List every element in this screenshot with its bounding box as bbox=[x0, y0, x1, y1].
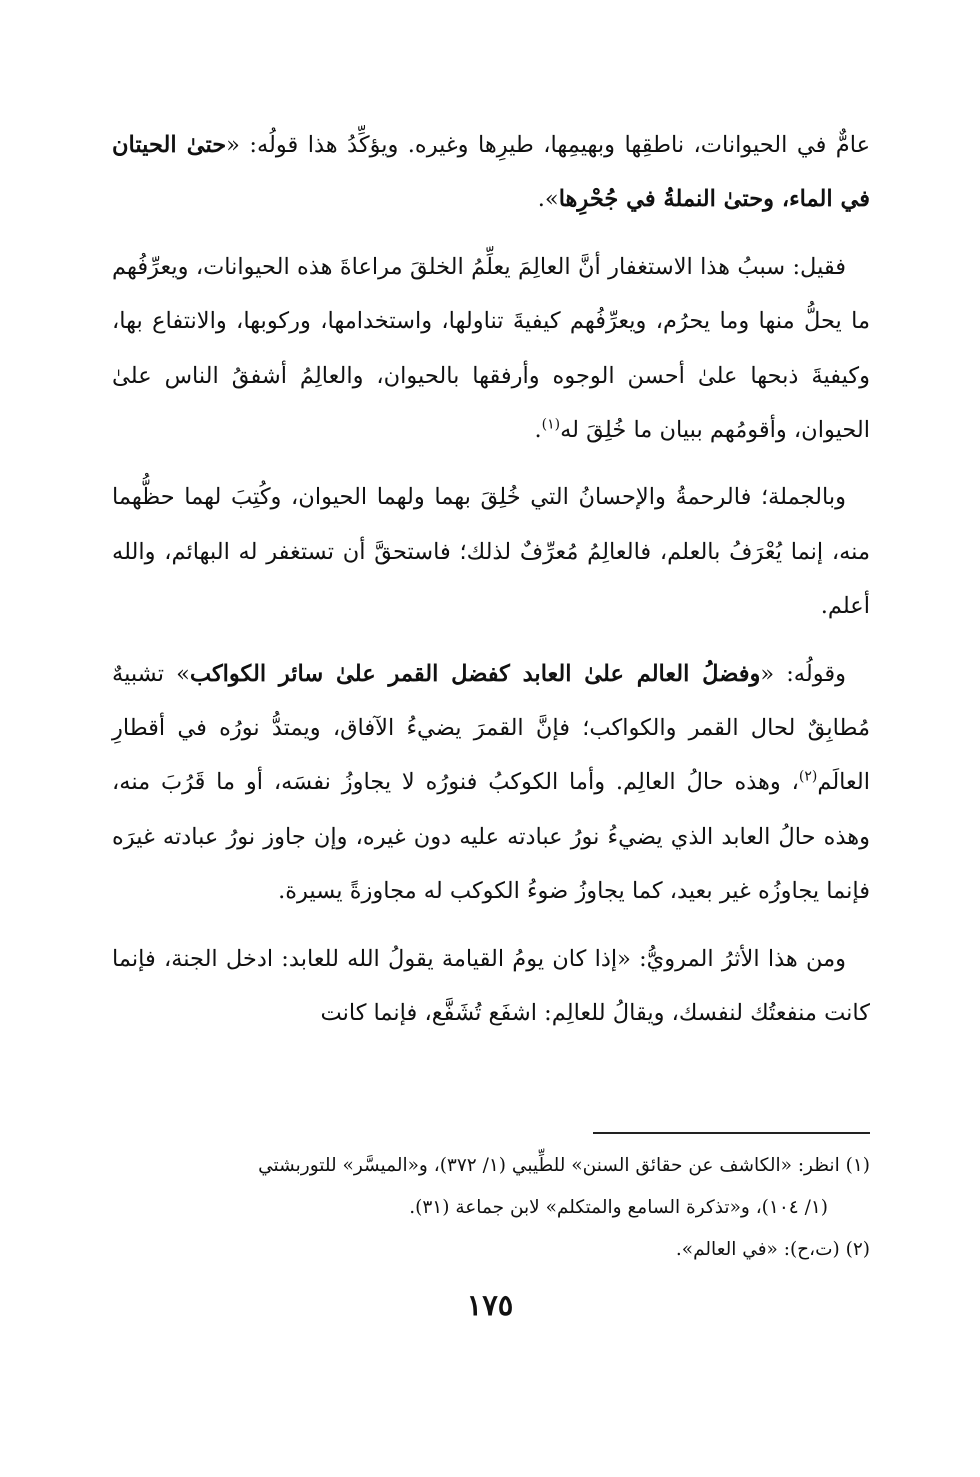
paragraph-4: وقولُه: «وفضلُ العالم علىٰ العابد كفضل القمر علىٰ سائر الكواكب» تشبيهٌ مُطابِقٌ لحال القمر والكواكب؛ فإنَّ القمرَ يضيءُ الآفاق، ويمتدُّ نورُه في أقطارِ العالَم$^{(٢)}$، وهذه حالُ العالِم. وأما الكوكبُ فنورُه لا يجاوزُ نفسَه، أو ما قَرُبَ منه، وهذه حالُ العابد الذي يضيءُ نورُ عبادته عليه دون غيره، وإن جاوز نورُ عبادته غيرَه فإنما يجاوزُه غير بعيد، كما يجاوزُ ضوءُ الكوكب له مجاوزةً يسيرة. bbox=[112, 660, 870, 905]
paragraph-1-text: عامٌّ في الحيوانات، ناطقِها وبهيمِها، طيرِها وغيره. ويؤكِّدُ هذا قولُه: « bbox=[226, 132, 870, 158]
footnote-1-number: (١) bbox=[845, 1155, 870, 1176]
footnote-1-text: انظر: «الكاشف عن حقائق السنن» للطِّيبي (١/ ٣٧٢)، و«الميسَّر» للتوربشتي bbox=[258, 1155, 840, 1176]
paragraph-5 bbox=[112, 932, 870, 1041]
footnote-2-number: (٢) bbox=[845, 1239, 870, 1260]
footnote-ref-2: (٢) bbox=[798, 768, 818, 785]
footnote-2-text: (ت،ح): «في العالم». bbox=[675, 1239, 840, 1260]
footnote-1-continuation: (١/ ١٠٤)، و«تذكرة السامع والمتكلم» لابن جماعة (٣١). bbox=[409, 1197, 828, 1218]
footnotes bbox=[112, 1145, 870, 1271]
hadith-quote-2: وفضلُ العالم علىٰ العابد كفضل القمر علىٰ سائر الكواكب bbox=[189, 660, 761, 687]
footnote-1 bbox=[112, 1145, 870, 1187]
quote-close-1: ». bbox=[537, 186, 559, 213]
page-number: ١٧٥ bbox=[466, 1288, 514, 1322]
paragraph-5-text: ومن هذا الأثرُ المرويُّ: «إذا كان يومُ القيامة يقولُ الله للعابد: ادخل الجنة، فإنما كانت منفعتُك لنفسك، ويقالُ للعالِم: اشفَع تُشَفَّع، فإنما كانت bbox=[112, 945, 870, 1027]
paragraph-2: فقيل: سببُ هذا الاستغفار أنَّ العالِمَ يعلِّمُ الخلقَ مراعاةَ هذه الحيوانات، ويعرِّفُهم ما يحلُّ منها وما يحرُم، ويعرِّفُهم كيفيةَ تناولها، واستخدامها، وركوبها، والانتفاع بها، وكيفيةَ ذبحها علىٰ أحسن الوجوه وأرفقها بالحيوان، والعالِمُ أشفقُ الناس علىٰ الحيوان، وأقومُهم ببيان ما خُلِقَ له$^{(١)}$. bbox=[112, 253, 870, 444]
hadith-quote-1: حتىٰ الحيتان في الماء، وحتىٰ النملةُ في جُحْرِها bbox=[112, 132, 870, 213]
footnote-separator bbox=[593, 1132, 870, 1134]
paragraph-1 bbox=[112, 118, 870, 227]
paragraph-3 bbox=[112, 470, 870, 633]
main-text bbox=[112, 118, 870, 1041]
footnote-2 bbox=[112, 1229, 870, 1271]
paragraph-3-text: وبالجملة؛ فالرحمةُ والإحسانُ التي خُلِقَ بهما ولهما الحيوان، وكُتِبَ لهما حظُّهما منه، إنما يُعْرَفُ بالعلم، فالعالِمُ مُعرِّفٌ لذلك؛ فاستحقَّ أن تستغفر له البهائم، والله أعلم. bbox=[112, 484, 870, 620]
paragraph-2-text: فقيل: سببُ هذا الاستغفار أنَّ العالِمَ يعلِّمُ الخلقَ مراعاةَ هذه الحيوانات، ويعرِّفُهم ما يحلُّ منها وما يحرُم، ويعرِّفُهم كيفيةَ تناولها، واستخدامها، وركوبها، والانتفاع بها، وكيفيةَ ذبحها علىٰ أحسن الوجوه وأرفقها بالحيوان، والعالِمُ أشفقُ الناس علىٰ الحيوان، وأقومُهم ببيان ما خُلِقَ له bbox=[112, 253, 870, 444]
footnote-ref-1: (١) bbox=[541, 416, 561, 433]
